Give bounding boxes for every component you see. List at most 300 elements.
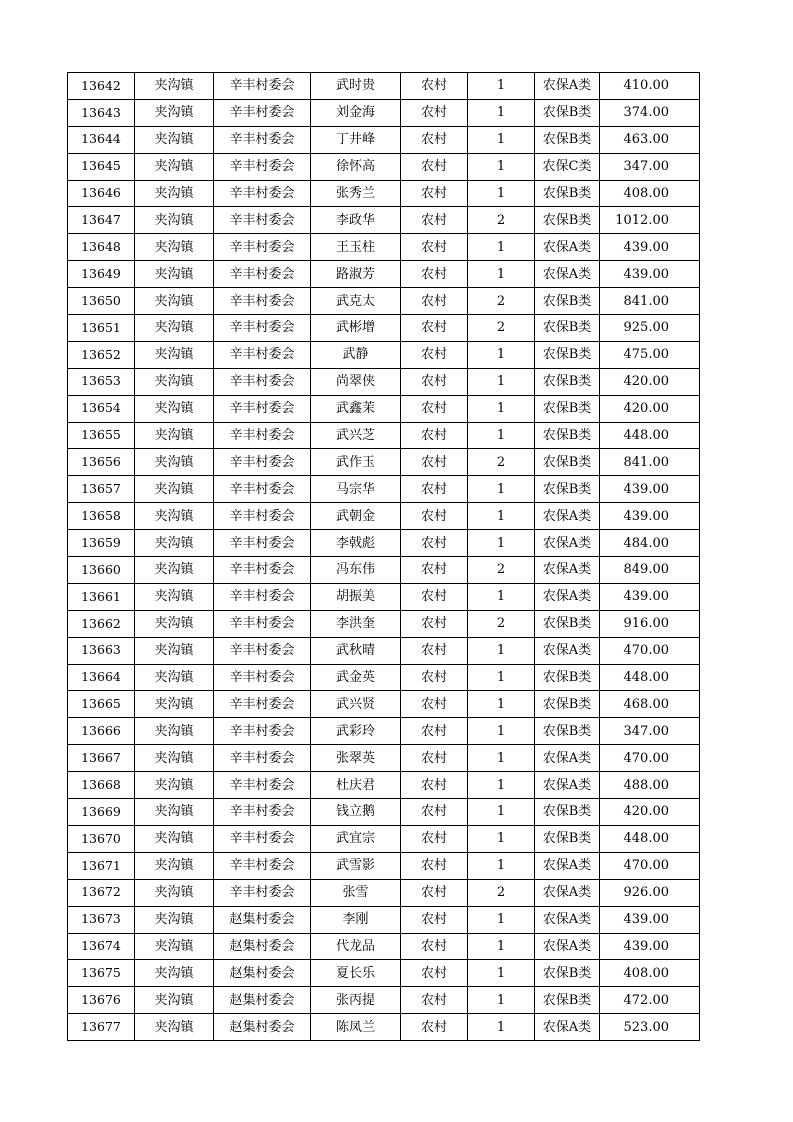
insurance-category-cell: 农保B类 (535, 825, 600, 852)
person-name-cell: 武秋晴 (311, 637, 401, 664)
record-id-cell: 13643 (68, 99, 135, 126)
record-id-cell: 13675 (68, 960, 135, 987)
record-table (67, 72, 700, 1041)
table-row (68, 73, 700, 100)
amount-cell: 470.00 (600, 852, 700, 879)
household-count-cell: 1 (468, 987, 535, 1014)
table-row (68, 422, 700, 449)
person-name-cell: 夏长乐 (311, 960, 401, 987)
record-id-cell: 13676 (68, 987, 135, 1014)
table-row (68, 503, 700, 530)
person-name-cell: 王玉柱 (311, 234, 401, 261)
area-type-cell: 农村 (401, 153, 468, 180)
area-type-cell: 农村 (401, 583, 468, 610)
amount-cell: 420.00 (600, 799, 700, 826)
person-name-cell: 张秀兰 (311, 180, 401, 207)
amount-cell: 347.00 (600, 153, 700, 180)
household-count-cell: 2 (468, 315, 535, 342)
household-count-cell: 1 (468, 341, 535, 368)
table-row (68, 691, 700, 718)
household-count-cell: 1 (468, 933, 535, 960)
table-row (68, 1014, 700, 1041)
village-committee-cell: 辛丰村委会 (214, 126, 311, 153)
town-cell: 夹沟镇 (135, 153, 214, 180)
person-name-cell: 刘金海 (311, 99, 401, 126)
town-cell: 夹沟镇 (135, 772, 214, 799)
table-row (68, 341, 700, 368)
record-id-cell: 13659 (68, 530, 135, 557)
area-type-cell: 农村 (401, 422, 468, 449)
village-committee-cell: 辛丰村委会 (214, 261, 311, 288)
amount-cell: 1012.00 (600, 207, 700, 234)
town-cell: 夹沟镇 (135, 933, 214, 960)
insurance-category-cell: 农保B类 (535, 395, 600, 422)
insurance-category-cell: 农保B类 (535, 288, 600, 315)
record-id-cell: 13650 (68, 288, 135, 315)
record-table-body (68, 73, 700, 1041)
amount-cell: 523.00 (600, 1014, 700, 1041)
area-type-cell: 农村 (401, 960, 468, 987)
insurance-category-cell: 农保B类 (535, 610, 600, 637)
amount-cell: 488.00 (600, 772, 700, 799)
area-type-cell: 农村 (401, 664, 468, 691)
household-count-cell: 1 (468, 583, 535, 610)
town-cell: 夹沟镇 (135, 99, 214, 126)
insurance-category-cell: 农保B类 (535, 718, 600, 745)
household-count-cell: 2 (468, 288, 535, 315)
town-cell: 夹沟镇 (135, 691, 214, 718)
person-name-cell: 武彩玲 (311, 718, 401, 745)
record-id-cell: 13653 (68, 368, 135, 395)
village-committee-cell: 辛丰村委会 (214, 557, 311, 584)
insurance-category-cell: 农保B类 (535, 368, 600, 395)
table-row (68, 745, 700, 772)
amount-cell: 475.00 (600, 341, 700, 368)
record-id-cell: 13667 (68, 745, 135, 772)
village-committee-cell: 辛丰村委会 (214, 718, 311, 745)
household-count-cell: 1 (468, 852, 535, 879)
town-cell: 夹沟镇 (135, 476, 214, 503)
record-id-cell: 13662 (68, 610, 135, 637)
village-committee-cell: 辛丰村委会 (214, 610, 311, 637)
table-row (68, 960, 700, 987)
insurance-category-cell: 农保B类 (535, 449, 600, 476)
household-count-cell: 1 (468, 476, 535, 503)
insurance-category-cell: 农保B类 (535, 960, 600, 987)
town-cell: 夹沟镇 (135, 503, 214, 530)
village-committee-cell: 赵集村委会 (214, 960, 311, 987)
amount-cell: 484.00 (600, 530, 700, 557)
person-name-cell: 尚翠侠 (311, 368, 401, 395)
insurance-category-cell: 农保B类 (535, 422, 600, 449)
person-name-cell: 代龙品 (311, 933, 401, 960)
town-cell: 夹沟镇 (135, 261, 214, 288)
household-count-cell: 1 (468, 799, 535, 826)
record-id-cell: 13645 (68, 153, 135, 180)
person-name-cell: 张雪 (311, 879, 401, 906)
area-type-cell: 农村 (401, 126, 468, 153)
area-type-cell: 农村 (401, 288, 468, 315)
record-id-cell: 13657 (68, 476, 135, 503)
town-cell: 夹沟镇 (135, 852, 214, 879)
household-count-cell: 1 (468, 99, 535, 126)
household-count-cell: 1 (468, 395, 535, 422)
person-name-cell: 马宗华 (311, 476, 401, 503)
town-cell: 夹沟镇 (135, 664, 214, 691)
insurance-category-cell: 农保A类 (535, 557, 600, 584)
person-name-cell: 武兴芝 (311, 422, 401, 449)
amount-cell: 463.00 (600, 126, 700, 153)
person-name-cell: 冯东伟 (311, 557, 401, 584)
town-cell: 夹沟镇 (135, 610, 214, 637)
area-type-cell: 农村 (401, 987, 468, 1014)
person-name-cell: 张丙提 (311, 987, 401, 1014)
village-committee-cell: 赵集村委会 (214, 987, 311, 1014)
person-name-cell: 杜庆君 (311, 772, 401, 799)
person-name-cell: 胡振美 (311, 583, 401, 610)
village-committee-cell: 辛丰村委会 (214, 879, 311, 906)
town-cell: 夹沟镇 (135, 745, 214, 772)
amount-cell: 472.00 (600, 987, 700, 1014)
record-id-cell: 13665 (68, 691, 135, 718)
person-name-cell: 武兴贤 (311, 691, 401, 718)
record-id-cell: 13644 (68, 126, 135, 153)
table-row (68, 153, 700, 180)
household-count-cell: 2 (468, 610, 535, 637)
village-committee-cell: 辛丰村委会 (214, 691, 311, 718)
table-row (68, 530, 700, 557)
village-committee-cell: 辛丰村委会 (214, 503, 311, 530)
household-count-cell: 1 (468, 664, 535, 691)
table-row (68, 933, 700, 960)
record-id-cell: 13670 (68, 825, 135, 852)
amount-cell: 408.00 (600, 180, 700, 207)
table-row (68, 207, 700, 234)
village-committee-cell: 辛丰村委会 (214, 395, 311, 422)
household-count-cell: 1 (468, 825, 535, 852)
town-cell: 夹沟镇 (135, 288, 214, 315)
insurance-category-cell: 农保C类 (535, 153, 600, 180)
table-row (68, 180, 700, 207)
record-id-cell: 13655 (68, 422, 135, 449)
amount-cell: 849.00 (600, 557, 700, 584)
insurance-category-cell: 农保A类 (535, 772, 600, 799)
village-committee-cell: 辛丰村委会 (214, 73, 311, 100)
insurance-category-cell: 农保A类 (535, 530, 600, 557)
town-cell: 夹沟镇 (135, 126, 214, 153)
village-committee-cell: 辛丰村委会 (214, 745, 311, 772)
amount-cell: 470.00 (600, 637, 700, 664)
town-cell: 夹沟镇 (135, 960, 214, 987)
town-cell: 夹沟镇 (135, 315, 214, 342)
area-type-cell: 农村 (401, 99, 468, 126)
area-type-cell: 农村 (401, 557, 468, 584)
town-cell: 夹沟镇 (135, 368, 214, 395)
record-id-cell: 13666 (68, 718, 135, 745)
town-cell: 夹沟镇 (135, 341, 214, 368)
household-count-cell: 2 (468, 207, 535, 234)
amount-cell: 439.00 (600, 261, 700, 288)
person-name-cell: 武作玉 (311, 449, 401, 476)
table-row (68, 395, 700, 422)
area-type-cell: 农村 (401, 395, 468, 422)
table-row (68, 799, 700, 826)
table-row (68, 449, 700, 476)
amount-cell: 439.00 (600, 933, 700, 960)
insurance-category-cell: 农保B类 (535, 691, 600, 718)
village-committee-cell: 辛丰村委会 (214, 664, 311, 691)
village-committee-cell: 辛丰村委会 (214, 449, 311, 476)
village-committee-cell: 辛丰村委会 (214, 799, 311, 826)
household-count-cell: 1 (468, 73, 535, 100)
town-cell: 夹沟镇 (135, 422, 214, 449)
household-count-cell: 1 (468, 691, 535, 718)
record-id-cell: 13664 (68, 664, 135, 691)
record-id-cell: 13658 (68, 503, 135, 530)
insurance-category-cell: 农保A类 (535, 637, 600, 664)
town-cell: 夹沟镇 (135, 879, 214, 906)
insurance-category-cell: 农保A类 (535, 583, 600, 610)
insurance-category-cell: 农保A类 (535, 852, 600, 879)
table-row (68, 772, 700, 799)
area-type-cell: 农村 (401, 368, 468, 395)
household-count-cell: 1 (468, 637, 535, 664)
town-cell: 夹沟镇 (135, 906, 214, 933)
table-row (68, 288, 700, 315)
town-cell: 夹沟镇 (135, 207, 214, 234)
person-name-cell: 钱立鹅 (311, 799, 401, 826)
amount-cell: 374.00 (600, 99, 700, 126)
insurance-category-cell: 农保A类 (535, 906, 600, 933)
household-count-cell: 1 (468, 1014, 535, 1041)
town-cell: 夹沟镇 (135, 530, 214, 557)
table-row (68, 664, 700, 691)
household-count-cell: 1 (468, 960, 535, 987)
village-committee-cell: 赵集村委会 (214, 906, 311, 933)
person-name-cell: 李政华 (311, 207, 401, 234)
village-committee-cell: 辛丰村委会 (214, 772, 311, 799)
amount-cell: 439.00 (600, 234, 700, 261)
person-name-cell: 武克太 (311, 288, 401, 315)
record-id-cell: 13648 (68, 234, 135, 261)
person-name-cell: 李刚 (311, 906, 401, 933)
town-cell: 夹沟镇 (135, 234, 214, 261)
area-type-cell: 农村 (401, 825, 468, 852)
town-cell: 夹沟镇 (135, 449, 214, 476)
amount-cell: 925.00 (600, 315, 700, 342)
town-cell: 夹沟镇 (135, 395, 214, 422)
town-cell: 夹沟镇 (135, 637, 214, 664)
amount-cell: 439.00 (600, 476, 700, 503)
village-committee-cell: 辛丰村委会 (214, 476, 311, 503)
table-row (68, 557, 700, 584)
person-name-cell: 路淑芳 (311, 261, 401, 288)
record-id-cell: 13669 (68, 799, 135, 826)
village-committee-cell: 辛丰村委会 (214, 153, 311, 180)
table-row (68, 476, 700, 503)
village-committee-cell: 辛丰村委会 (214, 341, 311, 368)
table-row (68, 718, 700, 745)
village-committee-cell: 赵集村委会 (214, 933, 311, 960)
town-cell: 夹沟镇 (135, 987, 214, 1014)
table-row (68, 637, 700, 664)
person-name-cell: 武时贵 (311, 73, 401, 100)
amount-cell: 410.00 (600, 73, 700, 100)
amount-cell: 448.00 (600, 422, 700, 449)
town-cell: 夹沟镇 (135, 557, 214, 584)
village-committee-cell: 辛丰村委会 (214, 422, 311, 449)
person-name-cell: 武静 (311, 341, 401, 368)
record-id-cell: 13649 (68, 261, 135, 288)
insurance-category-cell: 农保A类 (535, 1014, 600, 1041)
amount-cell: 420.00 (600, 368, 700, 395)
insurance-category-cell: 农保A类 (535, 933, 600, 960)
amount-cell: 468.00 (600, 691, 700, 718)
table-row (68, 852, 700, 879)
amount-cell: 841.00 (600, 449, 700, 476)
table-row (68, 583, 700, 610)
table-row (68, 368, 700, 395)
village-committee-cell: 辛丰村委会 (214, 637, 311, 664)
amount-cell: 439.00 (600, 906, 700, 933)
village-committee-cell: 辛丰村委会 (214, 315, 311, 342)
record-id-cell: 13647 (68, 207, 135, 234)
area-type-cell: 农村 (401, 261, 468, 288)
area-type-cell: 农村 (401, 772, 468, 799)
area-type-cell: 农村 (401, 879, 468, 906)
household-count-cell: 1 (468, 745, 535, 772)
village-committee-cell: 辛丰村委会 (214, 583, 311, 610)
village-committee-cell: 辛丰村委会 (214, 99, 311, 126)
household-count-cell: 2 (468, 449, 535, 476)
area-type-cell: 农村 (401, 718, 468, 745)
record-id-cell: 13651 (68, 315, 135, 342)
record-id-cell: 13673 (68, 906, 135, 933)
person-name-cell: 武鑫茉 (311, 395, 401, 422)
person-name-cell: 武彬增 (311, 315, 401, 342)
table-row (68, 610, 700, 637)
insurance-category-cell: 农保B类 (535, 315, 600, 342)
area-type-cell: 农村 (401, 530, 468, 557)
person-name-cell: 武雪影 (311, 852, 401, 879)
record-id-cell: 13654 (68, 395, 135, 422)
household-count-cell: 1 (468, 126, 535, 153)
insurance-category-cell: 农保B类 (535, 987, 600, 1014)
area-type-cell: 农村 (401, 745, 468, 772)
town-cell: 夹沟镇 (135, 180, 214, 207)
record-id-cell: 13642 (68, 73, 135, 100)
table-row (68, 987, 700, 1014)
record-id-cell: 13660 (68, 557, 135, 584)
insurance-category-cell: 农保B类 (535, 207, 600, 234)
village-committee-cell: 赵集村委会 (214, 1014, 311, 1041)
area-type-cell: 农村 (401, 476, 468, 503)
amount-cell: 408.00 (600, 960, 700, 987)
person-name-cell: 李洪奎 (311, 610, 401, 637)
record-id-cell: 13674 (68, 933, 135, 960)
household-count-cell: 1 (468, 906, 535, 933)
person-name-cell: 丁井峰 (311, 126, 401, 153)
insurance-category-cell: 农保A类 (535, 73, 600, 100)
household-count-cell: 1 (468, 153, 535, 180)
insurance-category-cell: 农保A类 (535, 261, 600, 288)
insurance-category-cell: 农保B类 (535, 476, 600, 503)
record-id-cell: 13661 (68, 583, 135, 610)
insurance-category-cell: 农保B类 (535, 180, 600, 207)
record-id-cell: 13671 (68, 852, 135, 879)
village-committee-cell: 辛丰村委会 (214, 852, 311, 879)
amount-cell: 470.00 (600, 745, 700, 772)
amount-cell: 448.00 (600, 664, 700, 691)
household-count-cell: 1 (468, 234, 535, 261)
person-name-cell: 徐怀高 (311, 153, 401, 180)
amount-cell: 448.00 (600, 825, 700, 852)
area-type-cell: 农村 (401, 637, 468, 664)
record-id-cell: 13656 (68, 449, 135, 476)
village-committee-cell: 辛丰村委会 (214, 207, 311, 234)
area-type-cell: 农村 (401, 852, 468, 879)
record-id-cell: 13652 (68, 341, 135, 368)
town-cell: 夹沟镇 (135, 799, 214, 826)
household-count-cell: 1 (468, 368, 535, 395)
table-row (68, 99, 700, 126)
person-name-cell: 陈凤兰 (311, 1014, 401, 1041)
insurance-category-cell: 农保A类 (535, 234, 600, 261)
area-type-cell: 农村 (401, 933, 468, 960)
amount-cell: 420.00 (600, 395, 700, 422)
amount-cell: 439.00 (600, 583, 700, 610)
record-id-cell: 13672 (68, 879, 135, 906)
person-name-cell: 武朝金 (311, 503, 401, 530)
household-count-cell: 1 (468, 503, 535, 530)
insurance-category-cell: 农保A类 (535, 503, 600, 530)
table-row (68, 234, 700, 261)
table-row (68, 261, 700, 288)
village-committee-cell: 辛丰村委会 (214, 234, 311, 261)
table-row (68, 126, 700, 153)
village-committee-cell: 辛丰村委会 (214, 288, 311, 315)
insurance-category-cell: 农保A类 (535, 745, 600, 772)
area-type-cell: 农村 (401, 503, 468, 530)
household-count-cell: 2 (468, 557, 535, 584)
table-row (68, 825, 700, 852)
household-count-cell: 1 (468, 772, 535, 799)
area-type-cell: 农村 (401, 691, 468, 718)
table-row (68, 906, 700, 933)
household-count-cell: 1 (468, 261, 535, 288)
household-count-cell: 2 (468, 879, 535, 906)
insurance-category-cell: 农保B类 (535, 99, 600, 126)
table-row (68, 879, 700, 906)
village-committee-cell: 辛丰村委会 (214, 368, 311, 395)
village-committee-cell: 辛丰村委会 (214, 180, 311, 207)
town-cell: 夹沟镇 (135, 1014, 214, 1041)
area-type-cell: 农村 (401, 799, 468, 826)
person-name-cell: 张翠英 (311, 745, 401, 772)
village-committee-cell: 辛丰村委会 (214, 825, 311, 852)
area-type-cell: 农村 (401, 180, 468, 207)
insurance-category-cell: 农保B类 (535, 664, 600, 691)
person-name-cell: 武宜宗 (311, 825, 401, 852)
town-cell: 夹沟镇 (135, 583, 214, 610)
table-row (68, 315, 700, 342)
household-count-cell: 1 (468, 718, 535, 745)
amount-cell: 841.00 (600, 288, 700, 315)
record-id-cell: 13677 (68, 1014, 135, 1041)
insurance-category-cell: 农保B类 (535, 126, 600, 153)
household-count-cell: 1 (468, 530, 535, 557)
person-name-cell: 武金英 (311, 664, 401, 691)
